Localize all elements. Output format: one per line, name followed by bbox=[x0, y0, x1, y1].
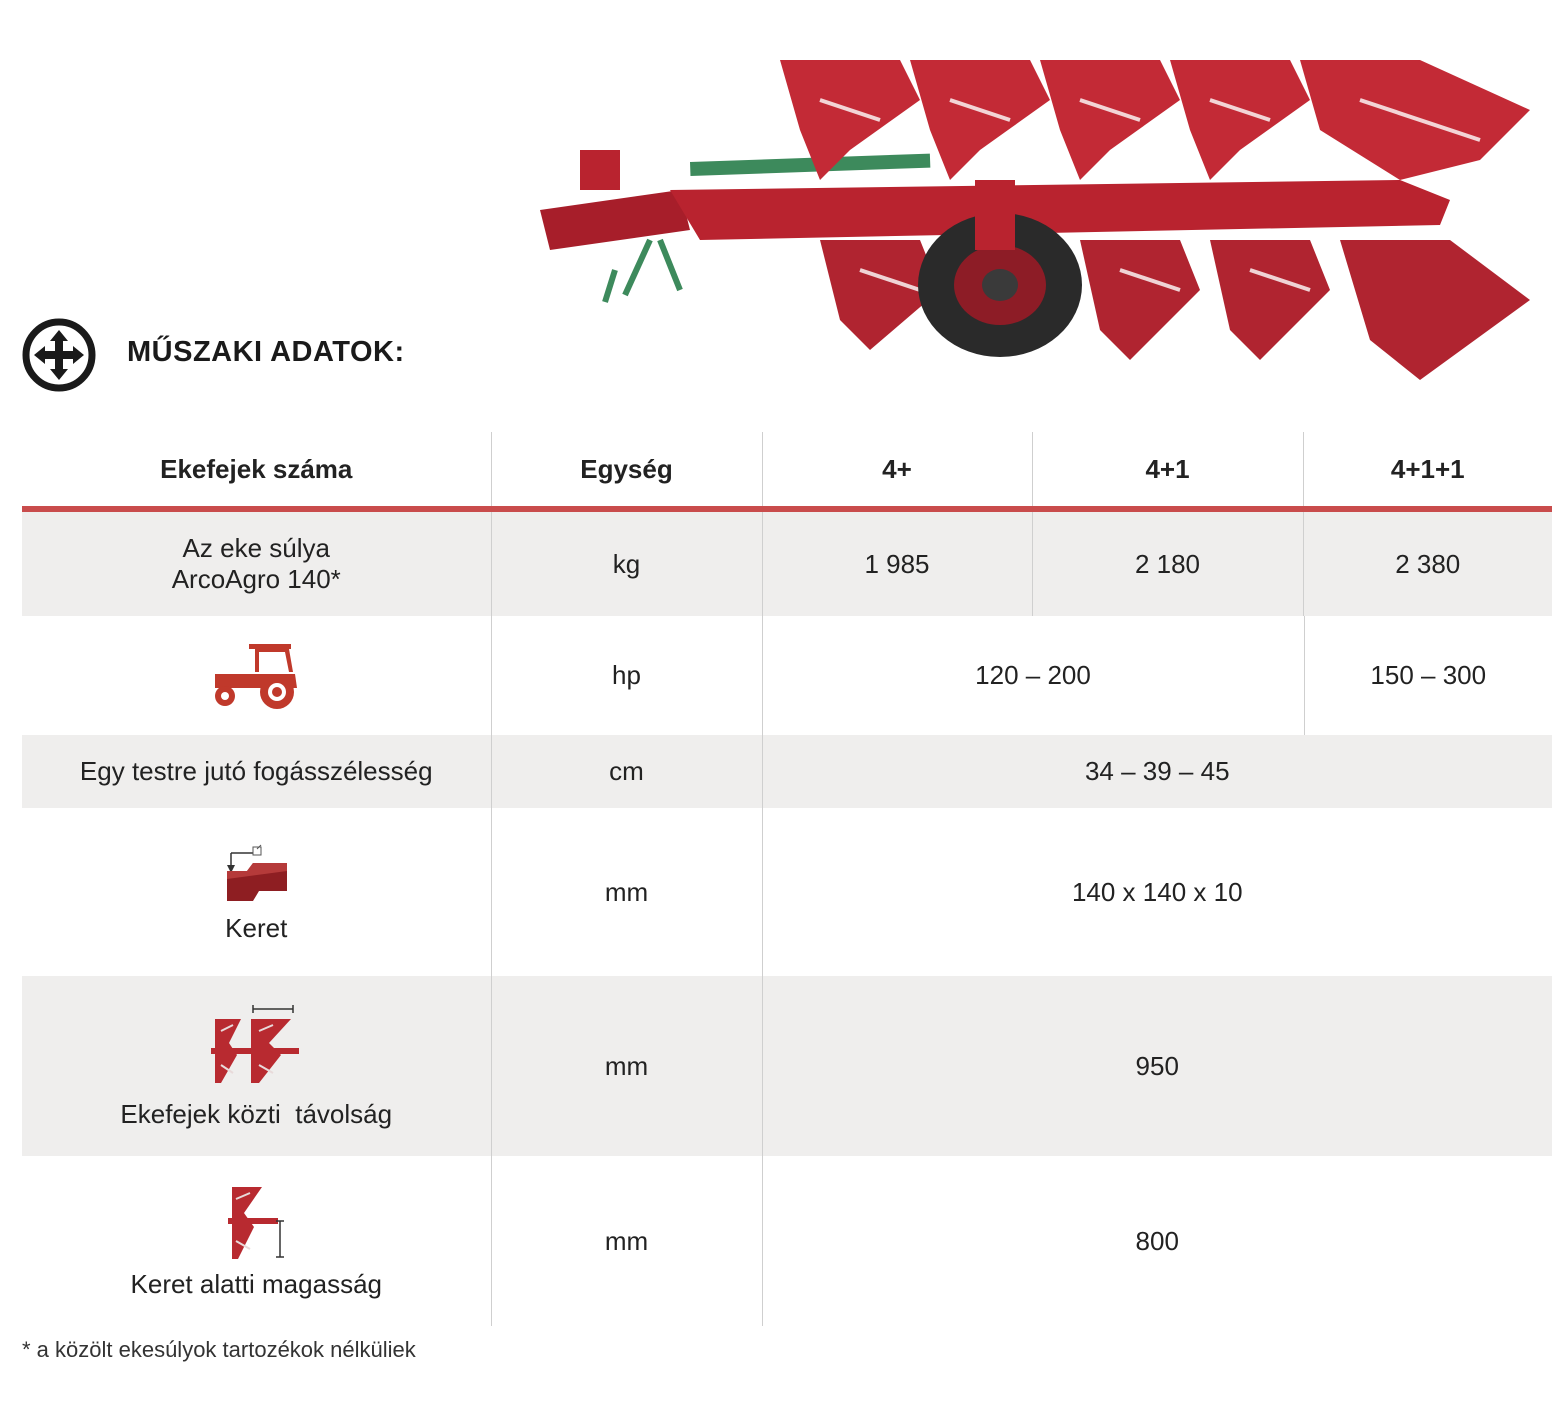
weight-value-4plus1: 2 180 bbox=[1032, 509, 1303, 616]
frame-profile-icon bbox=[223, 841, 289, 907]
row-label: Egy testre jutó fogásszélesség bbox=[22, 735, 491, 808]
row-label bbox=[22, 509, 491, 616]
power-value-4plus1plus1: 150 – 300 bbox=[1304, 616, 1552, 735]
spec-table bbox=[22, 432, 1552, 1326]
plough-body-spacing-icon bbox=[211, 1003, 301, 1093]
header-unit: Egység bbox=[491, 432, 762, 509]
plough-machine-image bbox=[520, 40, 1550, 400]
working-width-value: 34 – 39 – 45 bbox=[762, 735, 1552, 808]
table-row-body-spacing bbox=[22, 976, 1552, 1156]
weight-value-4plus1plus1: 2 380 bbox=[1303, 509, 1552, 616]
row-label bbox=[22, 1156, 491, 1326]
row-label bbox=[22, 808, 491, 976]
body-spacing-label: Ekefejek közti távolság bbox=[120, 1098, 393, 1129]
tractor-icon bbox=[211, 640, 301, 712]
clearance-label: Keret alatti magasság bbox=[130, 1268, 382, 1299]
four-way-arrows-icon bbox=[22, 318, 96, 392]
row-unit: mm bbox=[491, 808, 762, 976]
row-unit: mm bbox=[491, 976, 762, 1156]
header-4plus1: 4+1 bbox=[1032, 432, 1303, 509]
header-body-count: Ekefejek száma bbox=[22, 432, 491, 509]
table-row-clearance bbox=[22, 1156, 1552, 1326]
under-frame-height-icon bbox=[226, 1183, 286, 1263]
row-unit: kg bbox=[491, 509, 762, 616]
row-unit: mm bbox=[491, 1156, 762, 1326]
table-row-frame bbox=[22, 808, 1552, 976]
weight-value-4plus: 1 985 bbox=[762, 509, 1032, 616]
section-title: MŰSZAKI ADATOK: bbox=[127, 336, 405, 368]
row-label bbox=[22, 976, 491, 1156]
header-4plus: 4+ bbox=[762, 432, 1032, 509]
frame-label: Keret bbox=[225, 912, 288, 943]
body-spacing-value: 950 bbox=[762, 976, 1552, 1156]
clearance-value: 800 bbox=[762, 1156, 1552, 1326]
power-values bbox=[762, 616, 1552, 735]
footnote: * a közölt ekesúlyok tartozékok nélküliek bbox=[22, 1337, 416, 1362]
table-row-weight bbox=[22, 509, 1552, 616]
row-label bbox=[22, 616, 491, 735]
table-row-working-width bbox=[22, 735, 1552, 808]
table-header-row bbox=[22, 432, 1552, 509]
weight-label-line1: Az eke súlya bbox=[182, 533, 330, 563]
weight-label-line2: ArcoAgro 140* bbox=[171, 564, 341, 594]
row-unit: hp bbox=[491, 616, 762, 735]
header-4plus1plus1: 4+1+1 bbox=[1303, 432, 1552, 509]
power-value-4plus-4plus1: 120 – 200 bbox=[975, 660, 1091, 690]
table-row-power bbox=[22, 616, 1552, 735]
frame-value: 140 x 140 x 10 bbox=[762, 808, 1552, 976]
row-unit: cm bbox=[491, 735, 762, 808]
